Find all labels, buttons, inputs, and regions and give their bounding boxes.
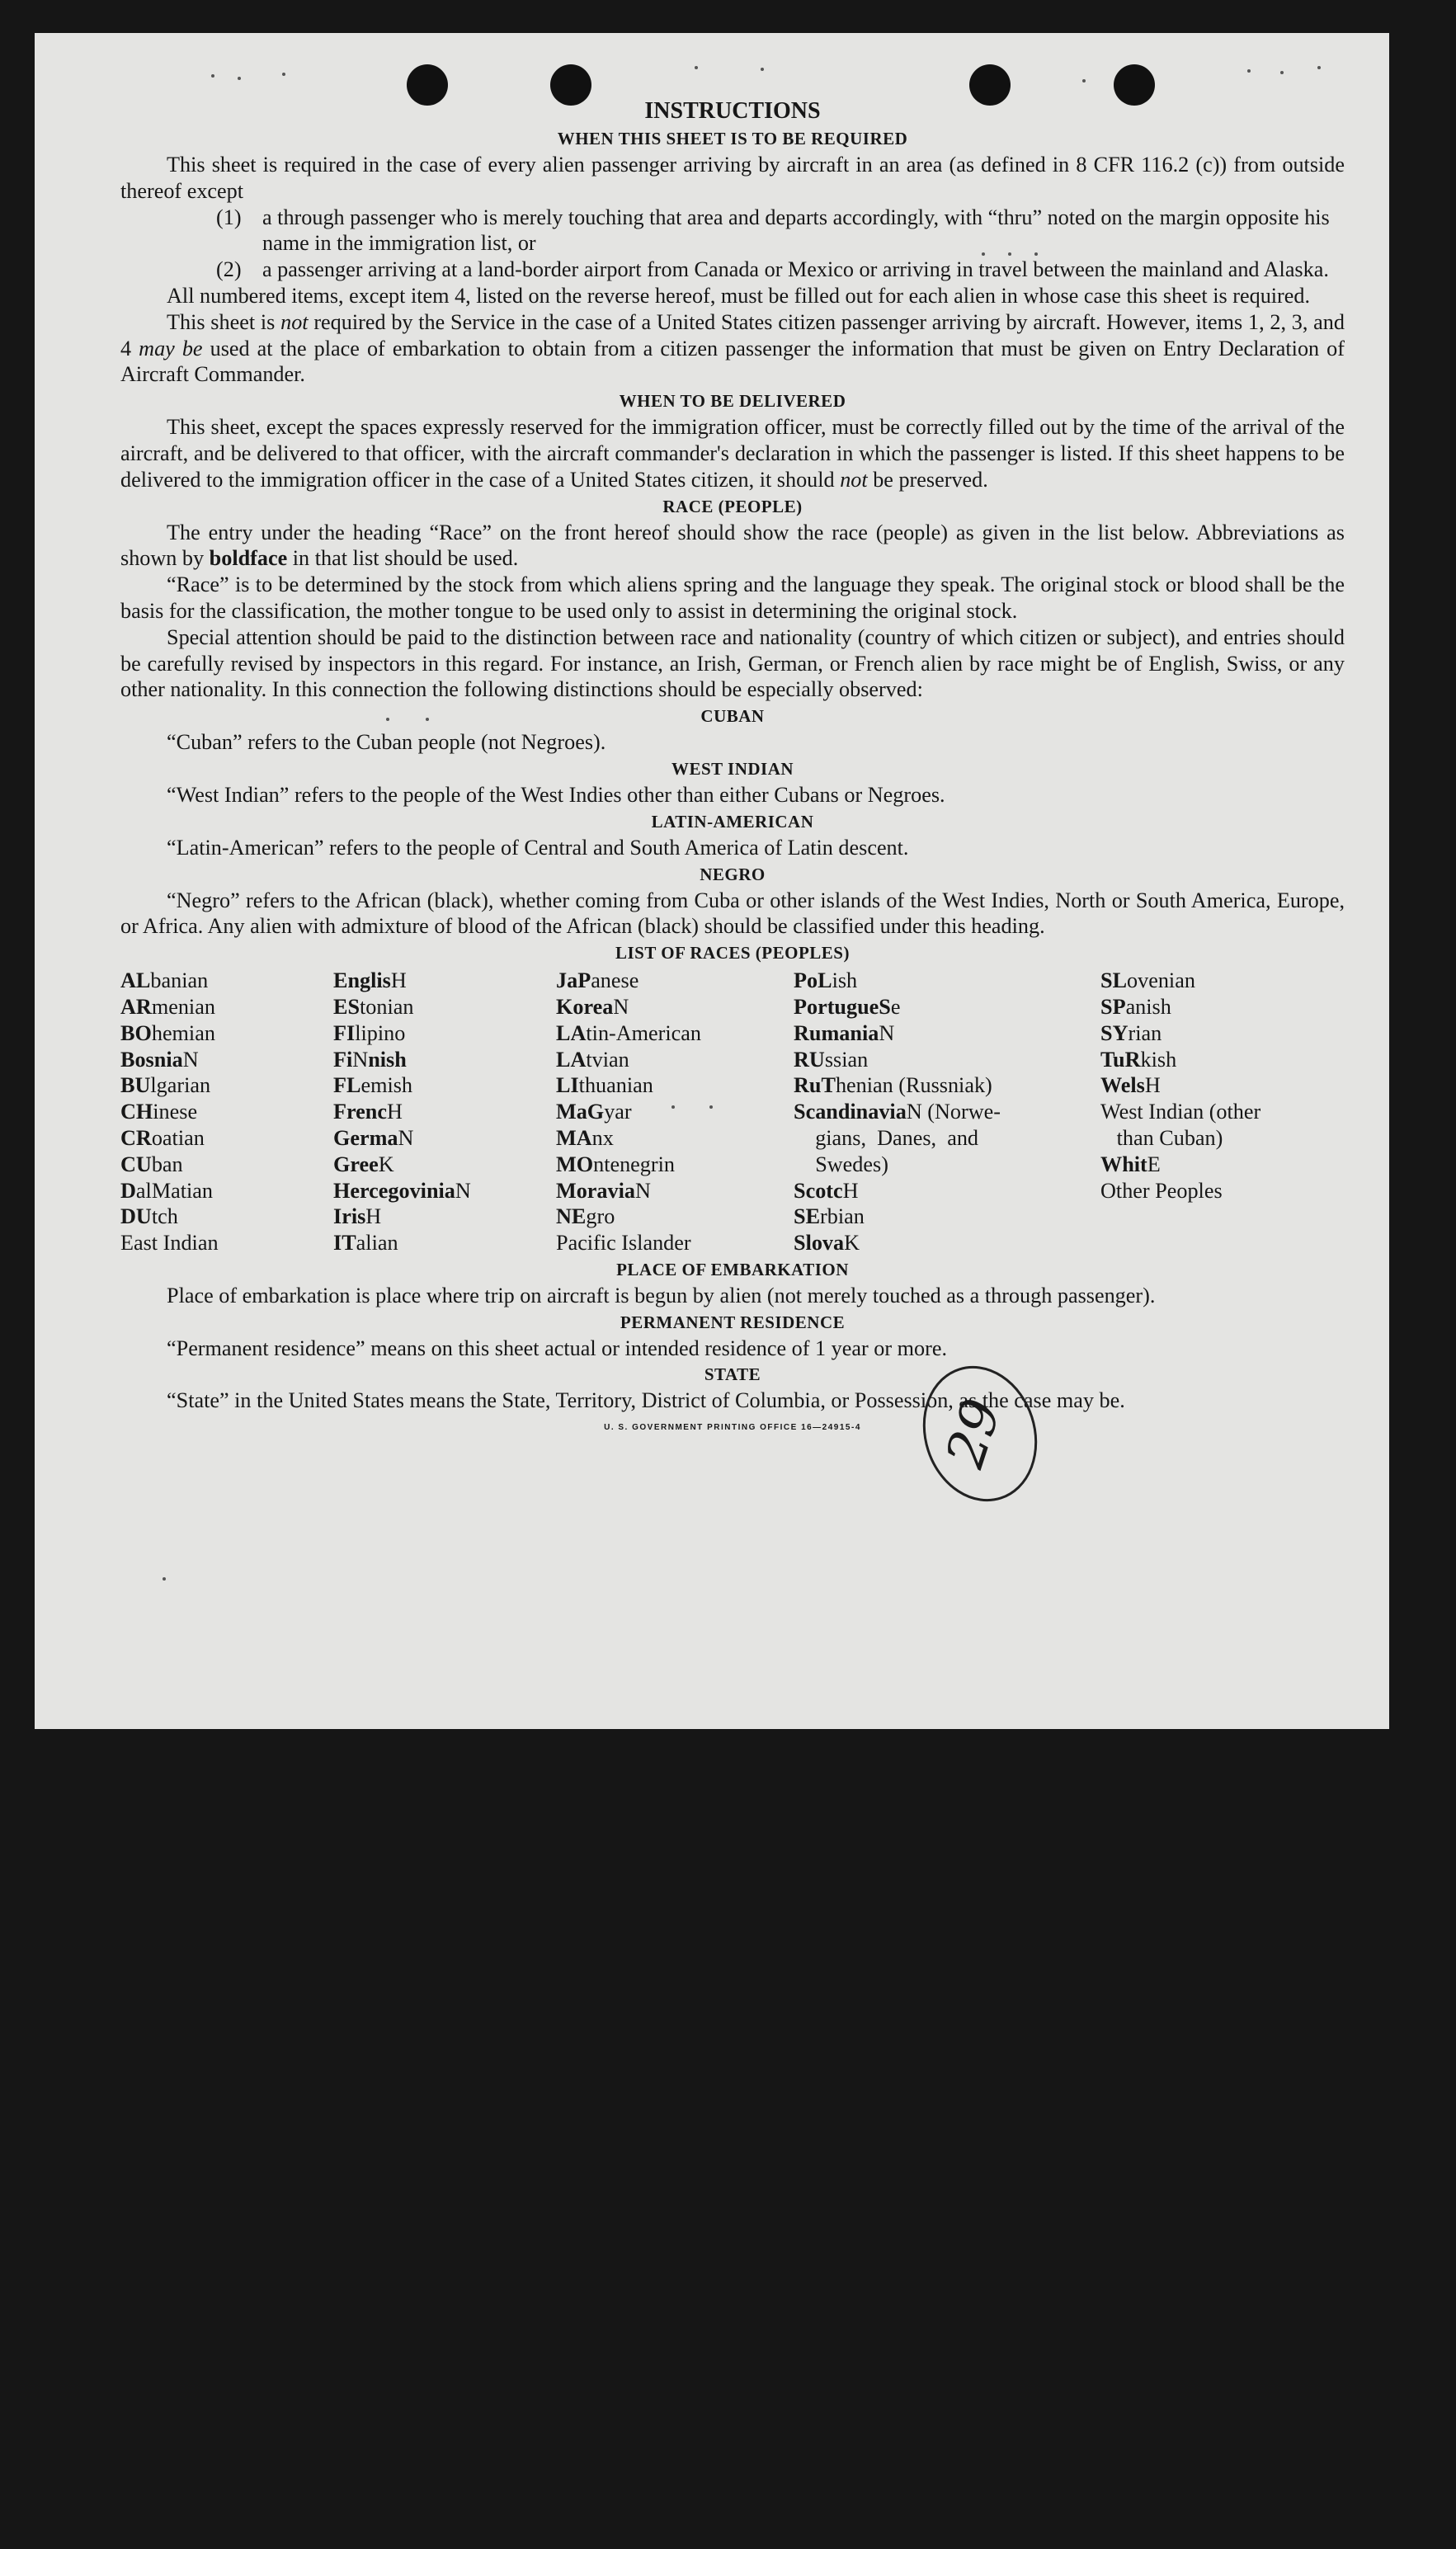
race-entry: LAtvian [556,1047,629,1072]
paragraph: “State” in the United States means the State, Territory, District of Columbia, or Possession, as the case may be. [167,1388,1125,1413]
section-heading: PLACE OF EMBARKATION [616,1259,849,1279]
paragraph: Special attention should be paid to the distinction between race and nationality (country of which citizen or subject), and entries should be carefully revised by inspectors in this regard. For instance, an Irish, German, or French alien by race might be of English, Swiss, or any other nationality. In this connection the following distinctions should be especially observed: [120,624,1345,702]
section-heading: LATIN-AMERICAN [651,811,814,832]
document-sheet [35,33,1389,1729]
paragraph: “West Indian” refers to the people of the West Indies other than either Cubans or Negroes. [167,782,945,807]
race-entry: RumaniaN [794,1020,895,1045]
race-column [794,968,1100,1256]
race-column [120,968,333,1256]
section-heading: WHEN TO BE DELIVERED [619,391,846,412]
race-entry: LAtin-American [556,1020,701,1045]
race-entry: CRoatian [120,1125,205,1150]
race-entry: ScotcH [794,1178,859,1203]
paragraph: Place of embarkation is place where trip on aircraft is begun by alien (not merely touched as a through passenger). [167,1283,1156,1307]
race-entry: ScandinaviaN (Norwe- [794,1100,1001,1124]
race-entry: CUban [120,1152,183,1176]
list-item [120,257,1345,283]
section-heading: NEGRO [700,864,766,884]
list-item [120,205,1345,257]
race-entry: DUtch [120,1204,178,1229]
paragraph: This sheet, except the spaces expressly reserved for the immigration officer, must be correctly filled out by the time of the arrival of the aircraft, and be delivered to that officer, with the aircraft commander's declaration in which the passenger is listed. If this sheet happens to be delivered to the immigration officer in the case of a United States citizen, it should not be preserved. [120,415,1345,492]
paragraph: This sheet is required in the case of every alien passenger arriving by aircraft in an area (as defined in 8 CFR 116.2 (c)) from outside thereof except [120,153,1345,203]
race-entry: than Cuban) [1100,1125,1223,1150]
section-heading: STATE [704,1364,761,1385]
page-title: INSTRUCTIONS [644,98,821,124]
race-entry: SErbian [794,1204,865,1229]
race-entry: HercegoviniaN [333,1178,471,1203]
race-entry: MoraviaN [556,1178,651,1203]
race-entry: gians, Danes, and [794,1125,979,1150]
race-entry: WelsH [1100,1073,1161,1098]
paragraph: This sheet is not required by the Service in the case of a United States citizen passenger arriving by aircraft. However, items 1, 2, 3, and 4 may be used at the place of embarkation to obtain from a citizen passenger the information that must be given on Entry Declaration of Aircraft Commander. [120,309,1345,387]
race-entry: ALbanian [120,968,209,993]
paragraph: All numbered items, except item 4, listed on the reverse hereof, must be filled out for each alien in whose case this sheet is required. [167,283,1311,308]
race-entry: Pacific Islander [556,1231,691,1256]
race-entry: PoLish [794,968,858,993]
race-entry: TuRkish [1100,1047,1177,1072]
handwritten-page-number [916,1363,1039,1503]
race-entry: EnglisH [333,968,407,993]
paragraph: “Cuban” refers to the Cuban people (not Negroes). [167,730,606,755]
paragraph: “Negro” refers to the African (black), whether coming from Cuba or other islands of the West Indies, North or South America, Europe, or Africa. Any alien with admixture of blood of the African (black) should be classified under this heading. [120,888,1345,939]
paragraph: “Latin-American” refers to the people of Central and South America of Latin descent. [167,835,909,860]
race-entry: MaGyar [556,1100,632,1124]
race-entry: NEgro [556,1204,615,1229]
paragraph: “Permanent residence” means on this sheet actual or intended residence of 1 year or more. [167,1336,947,1360]
race-entry: MOntenegrin [556,1152,675,1176]
race-entry: IrisH [333,1204,382,1229]
race-entry: West Indian (other [1100,1100,1261,1124]
race-entry: Swedes) [794,1152,888,1176]
section-heading: RACE (PEOPLE) [662,496,803,516]
paragraph: “Race” is to be determined by the stock from which aliens spring and the language they speak. The original stock or blood shall be the basis for the classification, the mother tongue to be used only to assist in determining the original stock. [120,572,1345,623]
race-entry: WhitE [1100,1152,1161,1176]
race-entry: BOhemian [120,1020,215,1045]
race-entry: SYrian [1100,1020,1162,1045]
race-entry: SlovaK [794,1231,860,1256]
race-entry: FLemish [333,1073,413,1098]
race-entry: BUlgarian [120,1073,211,1098]
race-entry: MAnx [556,1125,614,1150]
race-list [120,968,1345,1256]
svg-text:29: 29 [935,1392,1014,1475]
race-entry: GreeK [333,1152,394,1176]
section-heading: LIST OF RACES (PEOPLES) [615,943,850,964]
race-entry: FiNnish [333,1047,407,1072]
race-entry: SLovenian [1100,968,1195,993]
race-entry: BosniaN [120,1047,199,1072]
item-number: (1) [216,205,242,229]
race-entry: LIthuanian [556,1073,653,1098]
race-column [1100,968,1345,1256]
paragraph: The entry under the heading “Race” on the front hereof should show the race (people) as given in the list below. Abbreviations as shown by boldface in that list should be used. [120,520,1345,571]
race-entry: ITalian [333,1231,398,1256]
race-entry: RUssian [794,1047,869,1072]
item-text: a passenger arriving at a land-border airport from Canada or Mexico or arriving in travel between the mainland and Alaska. [262,257,1329,282]
race-entry: PortugueSe [794,994,901,1019]
race-entry: FIlipino [333,1020,406,1045]
item-number: (2) [216,257,242,282]
section-heading: PERMANENT RESIDENCE [620,1312,846,1332]
race-column [333,968,556,1256]
race-entry: RuThenian (Russniak) [794,1073,992,1098]
section-heading: WHEN THIS SHEET IS TO BE REQUIRED [557,129,908,148]
race-entry: JaPanese [556,968,639,993]
instructions-body [120,97,1345,1434]
race-entry: Other Peoples [1100,1178,1223,1203]
race-entry: KoreaN [556,994,629,1019]
race-entry: ARmenian [120,994,215,1019]
race-entry: EStonian [333,994,414,1019]
race-entry: FrencH [333,1100,403,1124]
item-text: a through passenger who is merely touching that area and departs accordingly, with “thru” noted on the margin opposite his name in the immigration list, or [262,205,1330,256]
race-entry: GermaN [333,1125,414,1150]
race-entry: DalMatian [120,1178,213,1203]
race-column [556,968,794,1256]
race-entry: East Indian [120,1231,219,1256]
race-entry: CHinese [120,1100,198,1124]
section-heading: WEST INDIAN [671,758,794,779]
printer-imprint: U. S. GOVERNMENT PRINTING OFFICE 16—24915-4 [604,1423,861,1433]
race-entry: SPanish [1100,994,1171,1019]
section-heading: CUBAN [700,706,765,727]
